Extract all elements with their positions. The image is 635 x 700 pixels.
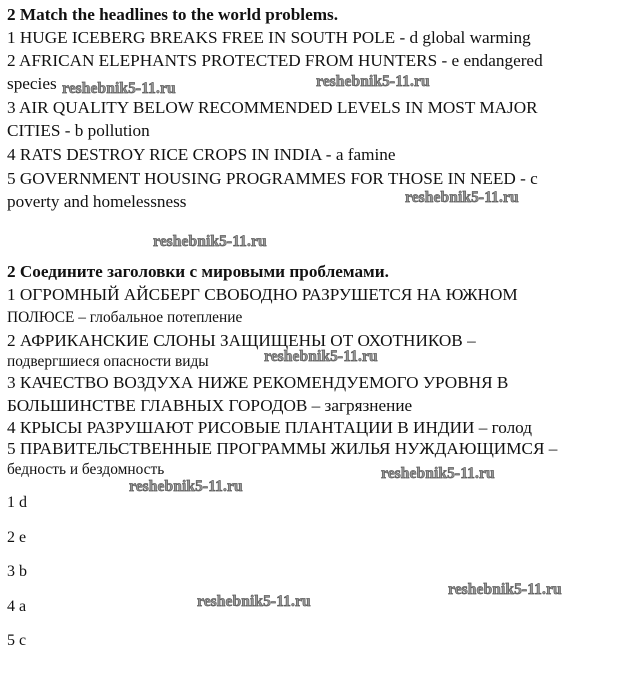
answer-2: 2 e [7,529,27,546]
watermark: reshebnik5-11.ru [129,478,243,495]
russian-line-1: 1 ОГРОМНЫЙ АЙСБЕРГ СВОБОДНО РАЗРУШЕТСЯ НА ЮЖНОМ [7,285,518,304]
watermark: reshebnik5-11.ru [381,465,495,482]
english-line-6: 4 RATS DESTROY RICE CROPS IN INDIA - a famine [7,145,396,164]
watermark: reshebnik5-11.ru [405,189,519,206]
english-line-5: CITIES - b pollution [7,121,150,140]
watermark: reshebnik5-11.ru [62,80,176,97]
watermark: reshebnik5-11.ru [264,348,378,365]
russian-line-9: бедность и бездомность [7,461,165,478]
russian-heading: 2 Соедините заголовки с мировыми проблемами. [7,262,389,281]
english-line-3: species [7,74,57,93]
english-line-8: poverty and homelessness [7,192,187,211]
russian-line-6: БОЛЬШИНСТВЕ ГЛАВНЫХ ГОРОДОВ – загрязнение [7,396,413,415]
answer-5: 5 c [7,632,27,649]
answer-4: 4 a [7,598,27,615]
answer-1: 1 d [7,494,27,511]
english-line-1: 1 HUGE ICEBERG BREAKS FREE IN SOUTH POLE - d global warming [7,28,531,47]
watermark: reshebnik5-11.ru [316,73,430,90]
russian-line-4: подвергшиеся опасности виды [7,353,209,370]
russian-line-3: 2 АФРИКАНСКИЕ СЛОНЫ ЗАЩИЩЕНЫ ОТ ОХОТНИКОВ – [7,331,476,350]
english-line-4: 3 AIR QUALITY BELOW RECOMMENDED LEVELS IN MOST MAJOR [7,98,538,117]
english-line-7: 5 GOVERNMENT HOUSING PROGRAMMES FOR THOSE IN NEED - c [7,169,538,188]
watermark: reshebnik5-11.ru [197,593,311,610]
answer-3: 3 b [7,563,27,580]
russian-line-7: 4 КРЫСЫ РАЗРУШАЮТ РИСОВЫЕ ПЛАНТАЦИИ В ИНДИИ – голод [7,418,532,437]
english-line-2: 2 AFRICAN ELEPHANTS PROTECTED FROM HUNTERS - e endangered [7,51,543,70]
russian-line-5: 3 КАЧЕСТВО ВОЗДУХА НИЖЕ РЕКОМЕНДУЕМОГО УРОВНЯ В [7,373,509,392]
watermark: reshebnik5-11.ru [153,233,267,250]
watermark: reshebnik5-11.ru [448,581,562,598]
russian-line-8: 5 ПРАВИТЕЛЬСТВЕННЫЕ ПРОГРАММЫ ЖИЛЬЯ НУЖДАЮЩИМСЯ – [7,439,558,458]
english-heading: 2 Match the headlines to the world problems. [7,5,339,24]
russian-line-2: ПОЛЮСЕ – глобальное потепление [7,309,243,326]
